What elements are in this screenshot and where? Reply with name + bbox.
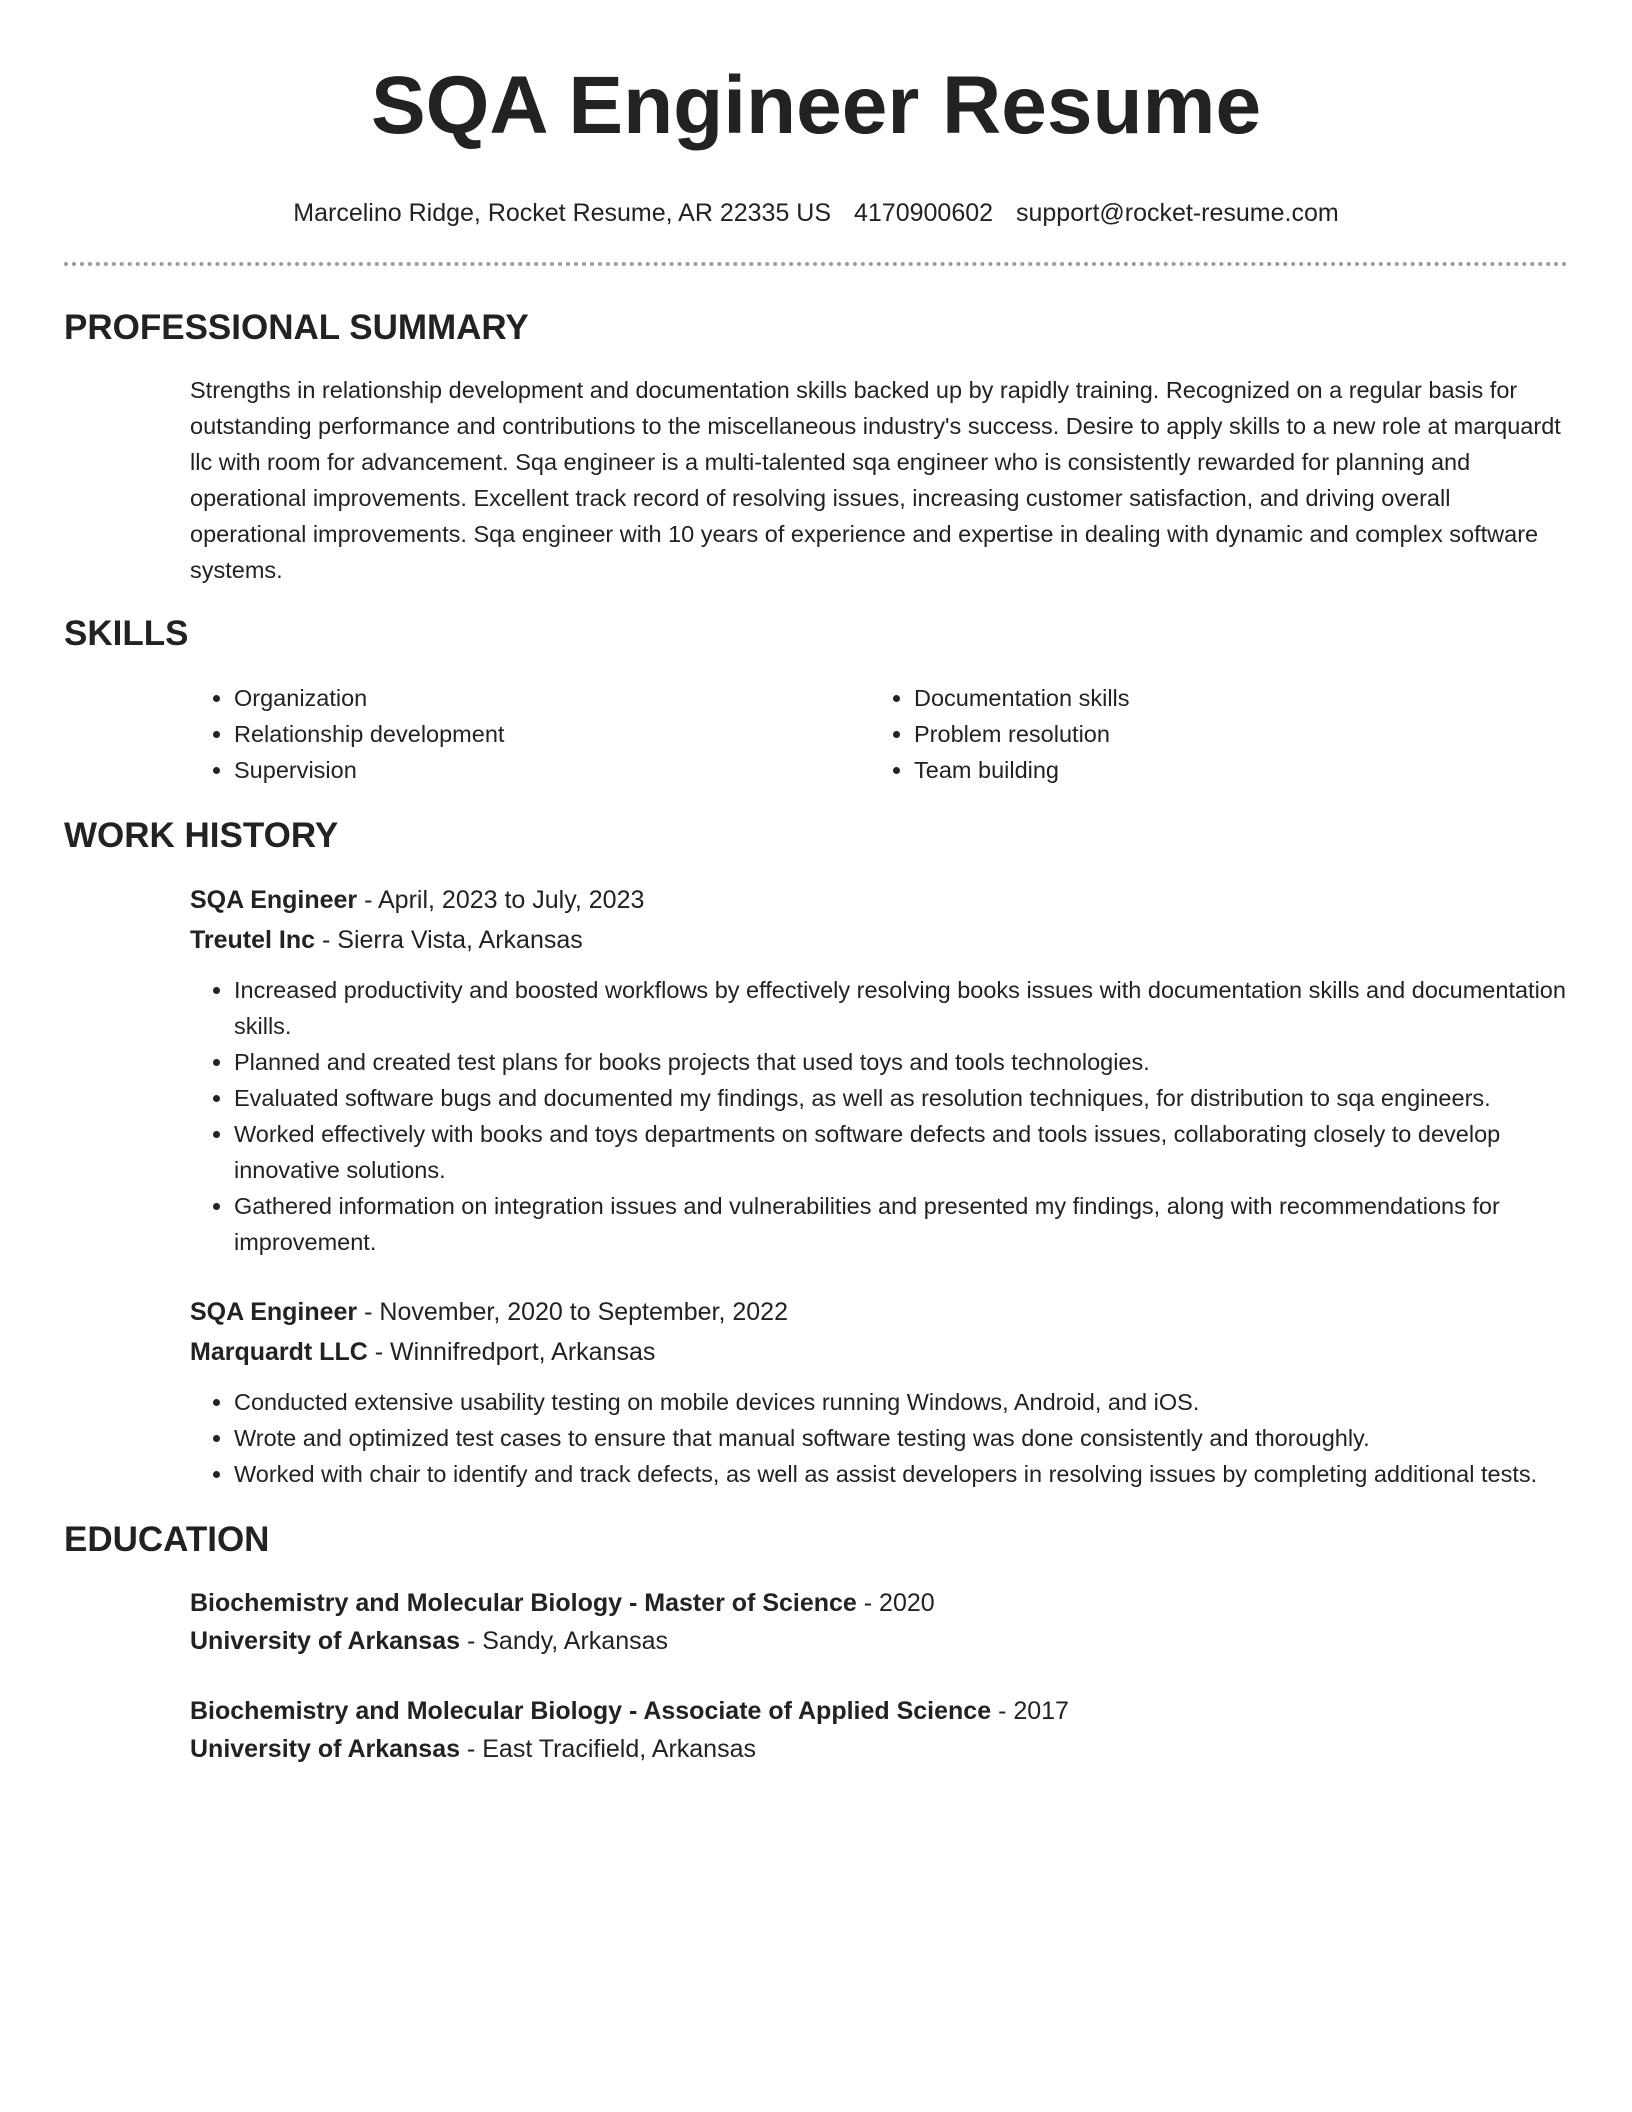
education-entry [190,1692,1568,1768]
summary-section [190,372,1568,588]
job-title-line [190,1292,1568,1332]
job-dates: - April, 2023 to July, 2023 [357,886,645,914]
skills-section [190,680,1568,788]
education-year: - 2020 [856,1589,935,1617]
education-degree-line [190,1692,1568,1730]
education-school-line [190,1730,1568,1768]
skill-item: • Documentation skills [914,680,1550,716]
education-school: University of Arkansas [190,1735,461,1763]
job-bullet: • Worked with chair to identify and track defects, as well as assist developers in resolving issues by completing additional tests. [234,1456,1568,1492]
job-company-line [190,920,1568,960]
contact-phone: 4170900602 [854,199,994,227]
resume-page [64,0,1568,1768]
skill-item: • Supervision [234,752,870,788]
education-school-line [190,1622,1568,1660]
job-entry [190,1292,1568,1492]
education-location: - East Tracifield, Arkansas [460,1735,756,1763]
job-bullet: • Evaluated software bugs and documented my findings, as well as resolution techniques, for distribution to sqa engineers. [234,1080,1568,1116]
skills-list-right [870,680,1550,788]
job-company-line [190,1332,1568,1372]
skills-list-left [190,680,870,788]
job-title: SQA Engineer [190,1298,358,1326]
education-school: University of Arkansas [190,1627,461,1655]
contact-address: Marcelino Ridge, Rocket Resume, AR 22335 US [293,199,832,227]
job-bullet: • Conducted extensive usability testing on mobile devices running Windows, Android, and iOS. [234,1384,1568,1420]
job-company: Treutel Inc [190,926,316,954]
job-entry [190,880,1568,1260]
skill-item: • Problem resolution [914,716,1550,752]
work-history-section [190,880,1568,1492]
work-history-heading: WORK HISTORY [64,816,339,855]
skill-item: • Team building [914,752,1550,788]
job-bullets [190,1384,1568,1492]
skill-item: • Organization [234,680,870,716]
education-section [190,1584,1568,1768]
education-degree: Biochemistry and Molecular Biology - Master of Science [190,1589,857,1617]
job-company: Marquardt LLC [190,1338,368,1366]
job-dates: - November, 2020 to September, 2022 [357,1298,788,1326]
contact-email: support@rocket-resume.com [1016,199,1339,227]
education-location: - Sandy, Arkansas [460,1627,669,1655]
job-bullet: • Planned and created test plans for books projects that used toys and tools technologies. [234,1044,1568,1080]
summary-heading: PROFESSIONAL SUMMARY [64,308,529,347]
skills-grid [190,680,1568,788]
job-bullet: • Increased productivity and boosted workflows by effectively resolving books issues with documentation skills and documentation skills. [234,972,1568,1044]
contact-line [64,198,1568,228]
education-heading: EDUCATION [64,1520,270,1559]
job-location: - Winnifredport, Arkansas [367,1338,656,1366]
job-bullets [190,972,1568,1260]
job-bullet: • Gathered information on integration issues and vulnerabilities and presented my findings, along with recommendations for improvement. [234,1188,1568,1260]
header-divider [64,262,1568,266]
job-bullet: • Wrote and optimized test cases to ensure that manual software testing was done consistently and thoroughly. [234,1420,1568,1456]
skills-heading: SKILLS [64,614,189,653]
job-title: SQA Engineer [190,886,358,914]
education-degree-line [190,1584,1568,1622]
job-location: - Sierra Vista, Arkansas [315,926,583,954]
education-degree: Biochemistry and Molecular Biology - Associate of Applied Science [190,1697,992,1725]
skill-item: • Relationship development [234,716,870,752]
education-entry [190,1584,1568,1660]
resume-title: SQA Engineer Resume [370,60,1262,151]
summary-text: Strengths in relationship development and documentation skills backed up by rapidly training. Recognized on a regular basis for outstanding performance and contributions to the miscellaneous industry's success. Desire to apply skills to a new role at marquardt llc with room for advancement. Sqa engineer is a multi-talented sqa engineer who is consistently rewarded for planning and operational improvements. Excellent track record of resolving issues, increasing customer satisfaction, and driving overall operational improvements. Sqa engineer with 10 years of experience and expertise in dealing with dynamic and complex software systems. [190,377,1561,583]
job-bullet: • Worked effectively with books and toys departments on software defects and tools issues, collaborating closely to develop innovative solutions. [234,1116,1568,1188]
education-year: - 2017 [991,1697,1069,1725]
job-title-line [190,880,1568,920]
